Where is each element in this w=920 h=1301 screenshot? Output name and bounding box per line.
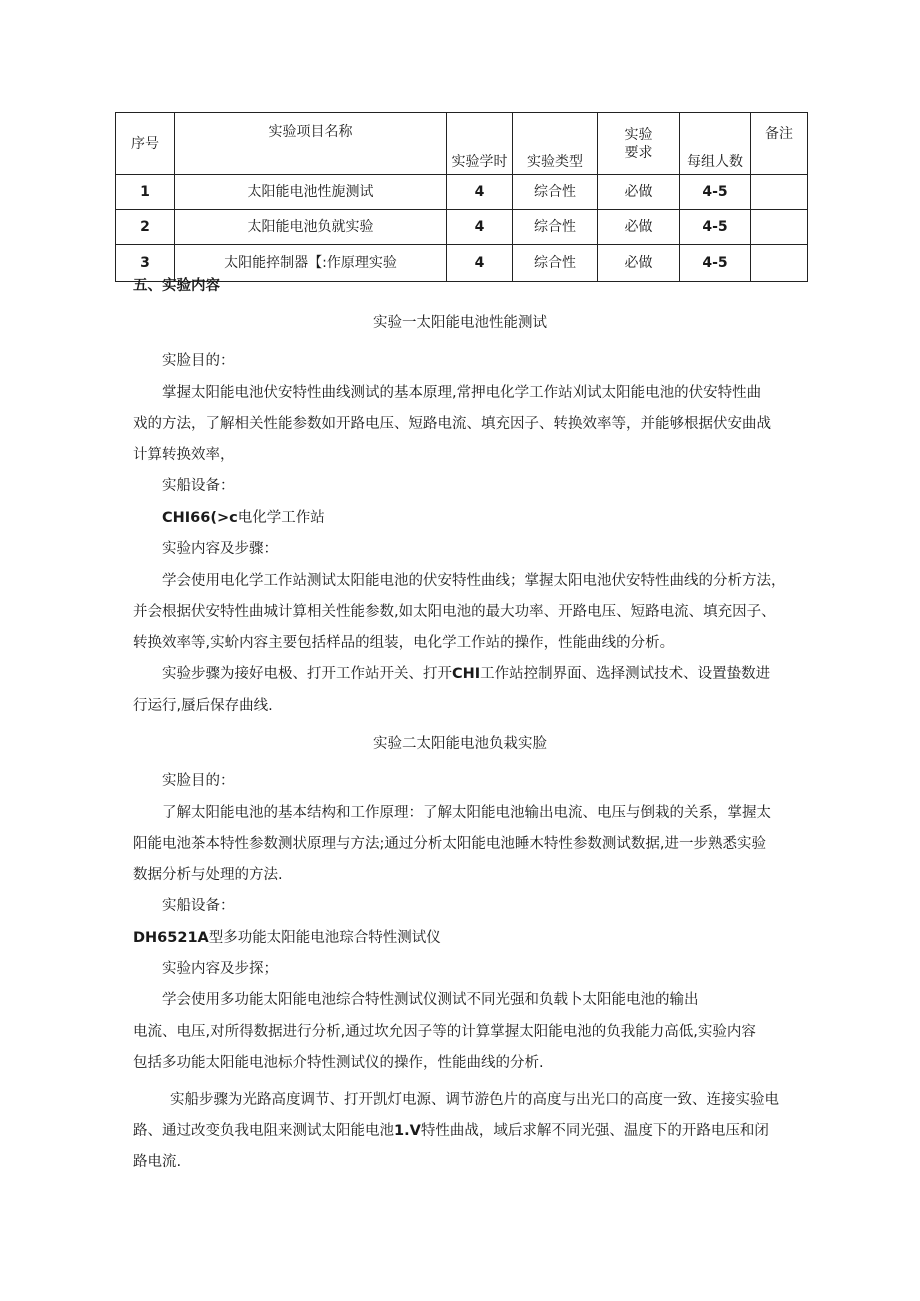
exp2-equipment-desc: 型多功能太阳能电池琮合特性测试仪 [208,930,441,946]
exp1-purpose-line: 计算转换效率， [133,447,235,463]
table-row [116,210,808,245]
cell-hours: 4 [447,245,513,282]
exp2-purpose-line: 数据分析与处理的方法. [133,867,283,883]
exp1-content-line: 转换效率等,实蚧内容主要包括样品的组装，电化学工作站的操作，性能曲线的分析。 [133,635,675,651]
cell-no: 1 [116,175,175,210]
cell-hours: 4 [447,210,513,245]
exp1-title: 实验一太阳能电池性能测试 [373,315,547,331]
experiment-plan-table [115,112,808,282]
exp2-steps-label: 实验内容及步探； [162,961,278,977]
cell-type: 综合性 [513,245,598,282]
cell-name: 太阳能捽制器【:作原理实验 [175,245,447,282]
exp1-purpose-line: 戏的方法，了解相关性能参数如开路电压、短路电流、填充因子、转换效率等，并能够根据伏安曲战 [133,416,771,432]
header-group-size: 每组人数 [680,113,751,175]
cell-note [751,210,808,245]
exp2-steps-line: 实船步骤为光路高度调节、打开凯灯电源、调节游色片的高度与出光口的高度一致、连接实验电 [170,1092,779,1108]
table-header-row [116,113,808,175]
exp1-steps-line: 行运行,蜃后保存曲线. [133,698,273,714]
exp2-steps-text: 路、通过改变负我电阻来测试太阳能电池 [133,1123,394,1139]
header-no: 序号 [116,113,175,175]
exp2-title: 实验二太阳能电池负栽实脸 [373,736,547,752]
exp1-steps-chi: CHI [452,666,481,682]
header-requirement [598,113,680,175]
exp1-equipment [162,508,325,528]
exp1-equipment-desc: 电化学工作站 [237,510,325,526]
exp1-purpose-line: 掌握太阳能电池伏安特性曲线测试的基本原理,常押电化学工作站刈试太阳能电池的伏安特性曲 [162,385,762,401]
exp2-steps-iv: 1.V [394,1123,421,1139]
exp2-equipment-model: DH6521A [133,930,209,946]
cell-group-size: 4-5 [680,175,751,210]
cell-group-size: 4-5 [680,245,751,282]
header-type: 实验类型 [513,113,598,175]
exp1-steps-text: 实验步骤为接好电极、打开工作站开关、打开 [162,666,452,682]
exp1-content-line: 学会使用电化学工作站测试太阳能电池的伏安特性曲线；掌握太阳电池伏安特性曲线的分析方法， [162,573,786,589]
exp1-equipment-model: CHI66(>c [162,510,238,526]
header-note: 备注 [751,113,808,175]
cell-requirement: 必做 [598,210,680,245]
cell-note [751,175,808,210]
exp1-steps-line [162,664,770,684]
exp1-content-line: 并会根据伏安特性曲城计算相关性能参数,如太阳电池的最大功率、开路电压、短路电流、填充因子、 [133,604,776,620]
exp2-purpose-line: 了解太阳能电池的基本结构和工作原理：了解太阳能电池输出电流、电压与倒栽的关系，掌握太 [162,805,771,821]
exp2-purpose-line: 阳能电池茶本特性参数测状原理与方法;通过分析太阳能电池睡木特性参数测试数据,进一步熟悉实验 [133,836,766,852]
exp2-purpose-label: 实脸目的： [162,773,235,789]
exp2-content-line: 包括多功能太阳能电池标介特性测试仪的操作，性能曲线的分析. [133,1055,544,1071]
cell-name: 太阳能电池负就实验 [175,210,447,245]
exp1-purpose-label: 实脸目的： [162,353,235,369]
exp1-steps-label: 实验内容及步骤： [162,541,278,557]
cell-name: 太阳能电池性旎测试 [175,175,447,210]
cell-no: 2 [116,210,175,245]
exp1-steps-text: 工作站控制界面、选择测试技术、设置蛰数进 [480,666,771,682]
cell-type: 综合性 [513,210,598,245]
cell-requirement: 必做 [598,175,680,210]
exp2-equipment-label: 实船设备： [162,898,235,914]
exp2-equipment [133,928,441,948]
exp2-content-line: 电流、电压,对所得数据进行分析,通过坎允因子等的计算掌握太阳能电池的负我能力高低,实验内容 [133,1024,756,1040]
cell-type: 综合性 [513,175,598,210]
section-title: 五、实验内容 [133,278,220,294]
header-req-bottom: 要求 [624,144,653,161]
exp2-steps-line: 路电流. [133,1154,182,1170]
header-hours: 实验学时 [447,113,513,175]
exp2-steps-text: 特性曲战，域后求解不同光强、温度下的开路电压和闭 [420,1123,769,1139]
cell-requirement: 必做 [598,245,680,282]
exp2-steps-line [133,1121,769,1141]
exp1-equipment-label: 实船设备： [162,478,235,494]
cell-hours: 4 [447,175,513,210]
exp2-content-line: 学会使用多功能太阳能电池综合特性测试仪测试不同光强和负载卜太阳能电池的输出 [162,992,699,1008]
header-name: 实验项目名称 [175,113,447,175]
header-req-top: 实验 [624,126,653,143]
table-row [116,175,808,210]
cell-note [751,245,808,282]
cell-no: 3 [116,245,175,282]
cell-group-size: 4-5 [680,210,751,245]
